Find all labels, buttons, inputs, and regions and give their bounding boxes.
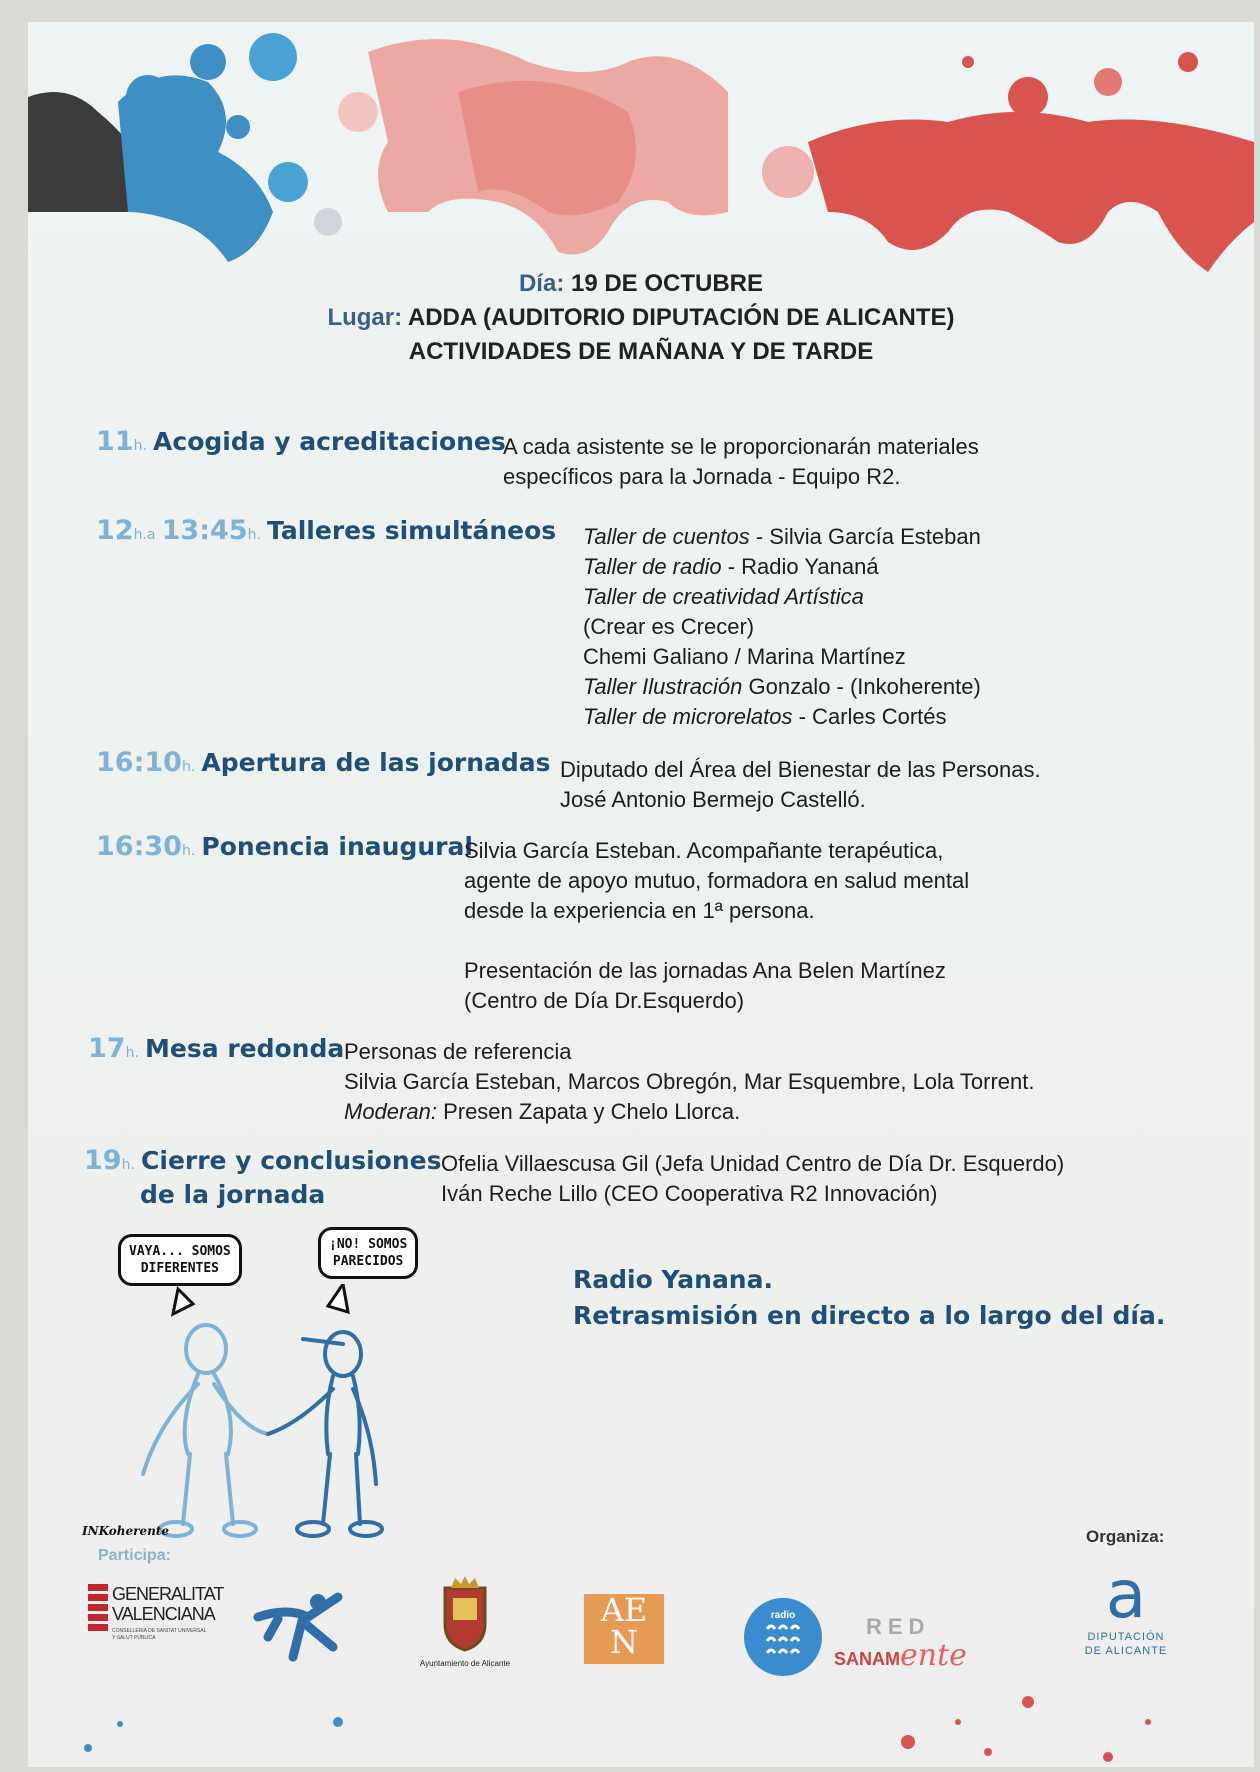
event-time: 11 (96, 426, 134, 457)
event-ponencia (96, 832, 473, 866)
ayuntamiento-logo: Ayuntamiento de Alicante (410, 1574, 520, 1668)
date-value: 19 DE OCTUBRE (570, 270, 764, 297)
date-line (28, 270, 1254, 298)
desc-line: específicos para la Jornada - Equipo R2. (503, 464, 901, 489)
time-unit: h. (133, 438, 147, 454)
desc-line: A cada asistente se le proporcionarán materiales (503, 434, 979, 459)
time-unit: h. (181, 843, 196, 859)
event-title: Mesa redonda (145, 1034, 345, 1063)
event-title: Ponencia inaugural (201, 832, 473, 861)
taller-line: Taller de creatividad Artística (583, 584, 864, 609)
radio-line-1: Radio Yanana. (573, 1265, 773, 1294)
speech-bubble-right: ¡NO! SOMOS PARECIDOS (318, 1227, 418, 1279)
event-talleres (96, 516, 556, 550)
participa-label: Participa: (98, 1547, 171, 1564)
time-joiner: a (146, 527, 156, 543)
event-title: Acogida y acreditaciones (153, 427, 506, 456)
radio-announcement (573, 1262, 1165, 1334)
desc-line: Silvia García Esteban. Acompañante terapéutica, (464, 838, 944, 863)
time-unit: h. (133, 527, 147, 543)
desc-line: desde la experiencia en 1ª persona. (464, 898, 815, 923)
event-mesa-desc (344, 1037, 1034, 1127)
red-sanamente-logo: RED SANAMente (834, 1614, 967, 1673)
event-acogida-desc (503, 432, 979, 492)
taller-line: Taller de cuentos - Silvia García Esteban (583, 524, 981, 549)
desc-line: José Antonio Bermejo Castelló. (560, 787, 866, 812)
event-acogida (96, 427, 506, 461)
two-figures-illustration (118, 1284, 438, 1544)
event-title: Cierre y conclusiones (141, 1146, 442, 1175)
event-time: 16:30 (96, 831, 182, 862)
event-mesa-redonda (88, 1034, 344, 1068)
speech-bubble-left: VAYA... SOMOS DIFERENTES (118, 1234, 242, 1286)
event-cierre-desc (441, 1149, 1064, 1209)
event-title-2: de la jornada (140, 1180, 326, 1209)
diputacion-mark-icon: a (1105, 1556, 1147, 1633)
illustrator-signature: INKoherente (82, 1524, 169, 1538)
paint-splash-decoration (28, 22, 1254, 302)
generalitat-emblem-icon (86, 1582, 110, 1634)
place-label: Lugar: (327, 304, 403, 331)
event-apertura-desc (560, 755, 1041, 815)
desc-line: (Centro de Día Dr.Esquerdo) (464, 988, 745, 1013)
event-time: 16:10 (96, 747, 182, 778)
event-time: 12 (96, 515, 134, 546)
event-time: 17 (88, 1033, 126, 1064)
place-value: ADDA (AUDITORIO DIPUTACIÓN DE ALICANTE) (407, 304, 955, 331)
activities-heading: ACTIVIDADES DE MAÑANA Y DE TARDE (408, 338, 874, 365)
taller-line: (Crear es Crecer) (583, 614, 755, 639)
desc-line: Personas de referencia (344, 1039, 572, 1064)
event-ponencia-desc (464, 836, 969, 1016)
desc-line: Diputado del Área del Bienestar de las Personas. (560, 757, 1041, 782)
bottom-splatter-decoration (28, 1662, 1254, 1767)
desc-line (464, 926, 969, 956)
desc-line: Silvia García Esteban, Marcos Obregón, Mar Esquembre, Lola Torrent. (344, 1069, 1035, 1094)
event-time-end: 13:45 (161, 515, 248, 546)
alicante-shield-icon (435, 1574, 495, 1652)
desc-line: Iván Reche Lillo (CEO Cooperativa R2 Innovación) (441, 1181, 938, 1206)
time-unit: h. (121, 1157, 135, 1173)
radio-line-2: Retrasmisión en directo a lo largo del día. (573, 1301, 1166, 1330)
radio-yanana-logo: radio (744, 1598, 822, 1676)
event-apertura (96, 748, 551, 782)
desc-line: Ofelia Villaescusa Gil (Jefa Unidad Centro de Día Dr. Esquerdo) (441, 1151, 1065, 1176)
event-talleres-desc (583, 522, 981, 732)
event-time: 19 (84, 1145, 122, 1176)
date-label: Día: (518, 270, 565, 297)
event-cierre (84, 1146, 441, 1180)
place-line (28, 304, 1254, 332)
taller-line: Chemi Galiano / Marina Martínez (583, 644, 906, 669)
aen-logo: AE N (584, 1594, 664, 1664)
radio-pattern-icon (763, 1621, 803, 1657)
time-unit: h. (125, 1045, 139, 1061)
taller-line: Taller de radio - Radio Yananá (583, 554, 879, 579)
event-title: Talleres simultáneos (267, 516, 557, 545)
poster: Día: 19 DE OCTUBRE Lugar: ADDA (AUDITORIO DIPUTACIÓN DE ALICANTE) ACTIVIDADES DE MAÑANA Y DE TARDE 11h. Acogida y acreditaciones A cada asistente se le proporcionarán materiales específicos para la Jornada - Equipo R2. 12h.a 13:45h. Talleres simultáneos Taller de cuentos - Silvia García Esteban Taller de radio - Radio Yananá Taller de creatividad Artística (Crear es Crecer) Chemi Galiano / Marina Martínez Taller Ilustración Gonzalo - (Inkoherente) Taller de microrelatos - Carles Cortés 16:10h. Apertura de las jornadas Diputado del Área del Bienestar de las Personas. José Antonio Bermejo Castelló. 16:30h. Ponencia inaugural Silvia García Esteban. Acompañante terapéutica, agente de apoyo mutuo, formadora en salud mental desde la experiencia en 1ª persona. Presentación de las jornadas Ana Belen Martínez (Centro de Día Dr.Esquerdo) 17h. Mesa redonda Personas de referencia Silvia García Esteban, Marcos Obregón, Mar Esquembre, Lola Torrent. Moderan: Presen Zapata y Chelo Llorca. 19h. Cierre y conclusiones de la jornada Ofelia Villaescusa Gil (Jefa Unidad Centro de Día Dr. Esquerdo) Iván Reche Lillo (CEO Cooperativa R2 Innovación) VAYA... SOMOS DIFERENTES ¡NO! SOMOS PARECIDOS INKoherente Radio Yanana. Retrasmisión en directo a lo largo del día. Participa: Organiza: GENERALITAT VALENCIANA CONSELLERIA DE SANITAT UNIVERSAL Y SALUT PÚBLICA Ayuntamiento de Alicante AE N radio RED SANAMente a DIPUTACIÓN DE ALICANTE (28, 22, 1254, 1767)
moderan-line: Moderan: Presen Zapata y Chelo Llorca. (344, 1099, 741, 1124)
organiza-label: Organiza: (1086, 1527, 1165, 1546)
taller-line: Taller de microrelatos - Carles Cortés (583, 704, 947, 729)
concejalia-logo (248, 1577, 358, 1667)
diputacion-logo: a DIPUTACIÓN DE ALICANTE (1076, 1560, 1176, 1658)
desc-line: Presentación de las jornadas Ana Belen Martínez (464, 958, 946, 983)
event-title: Apertura de las jornadas (201, 748, 551, 777)
taller-line: Taller Ilustración Gonzalo - (Inkoherente) (583, 674, 981, 699)
desc-line: agente de apoyo mutuo, formadora en salud mental (464, 868, 970, 893)
time-unit: h. (181, 759, 196, 775)
time-unit: h. (247, 527, 261, 543)
